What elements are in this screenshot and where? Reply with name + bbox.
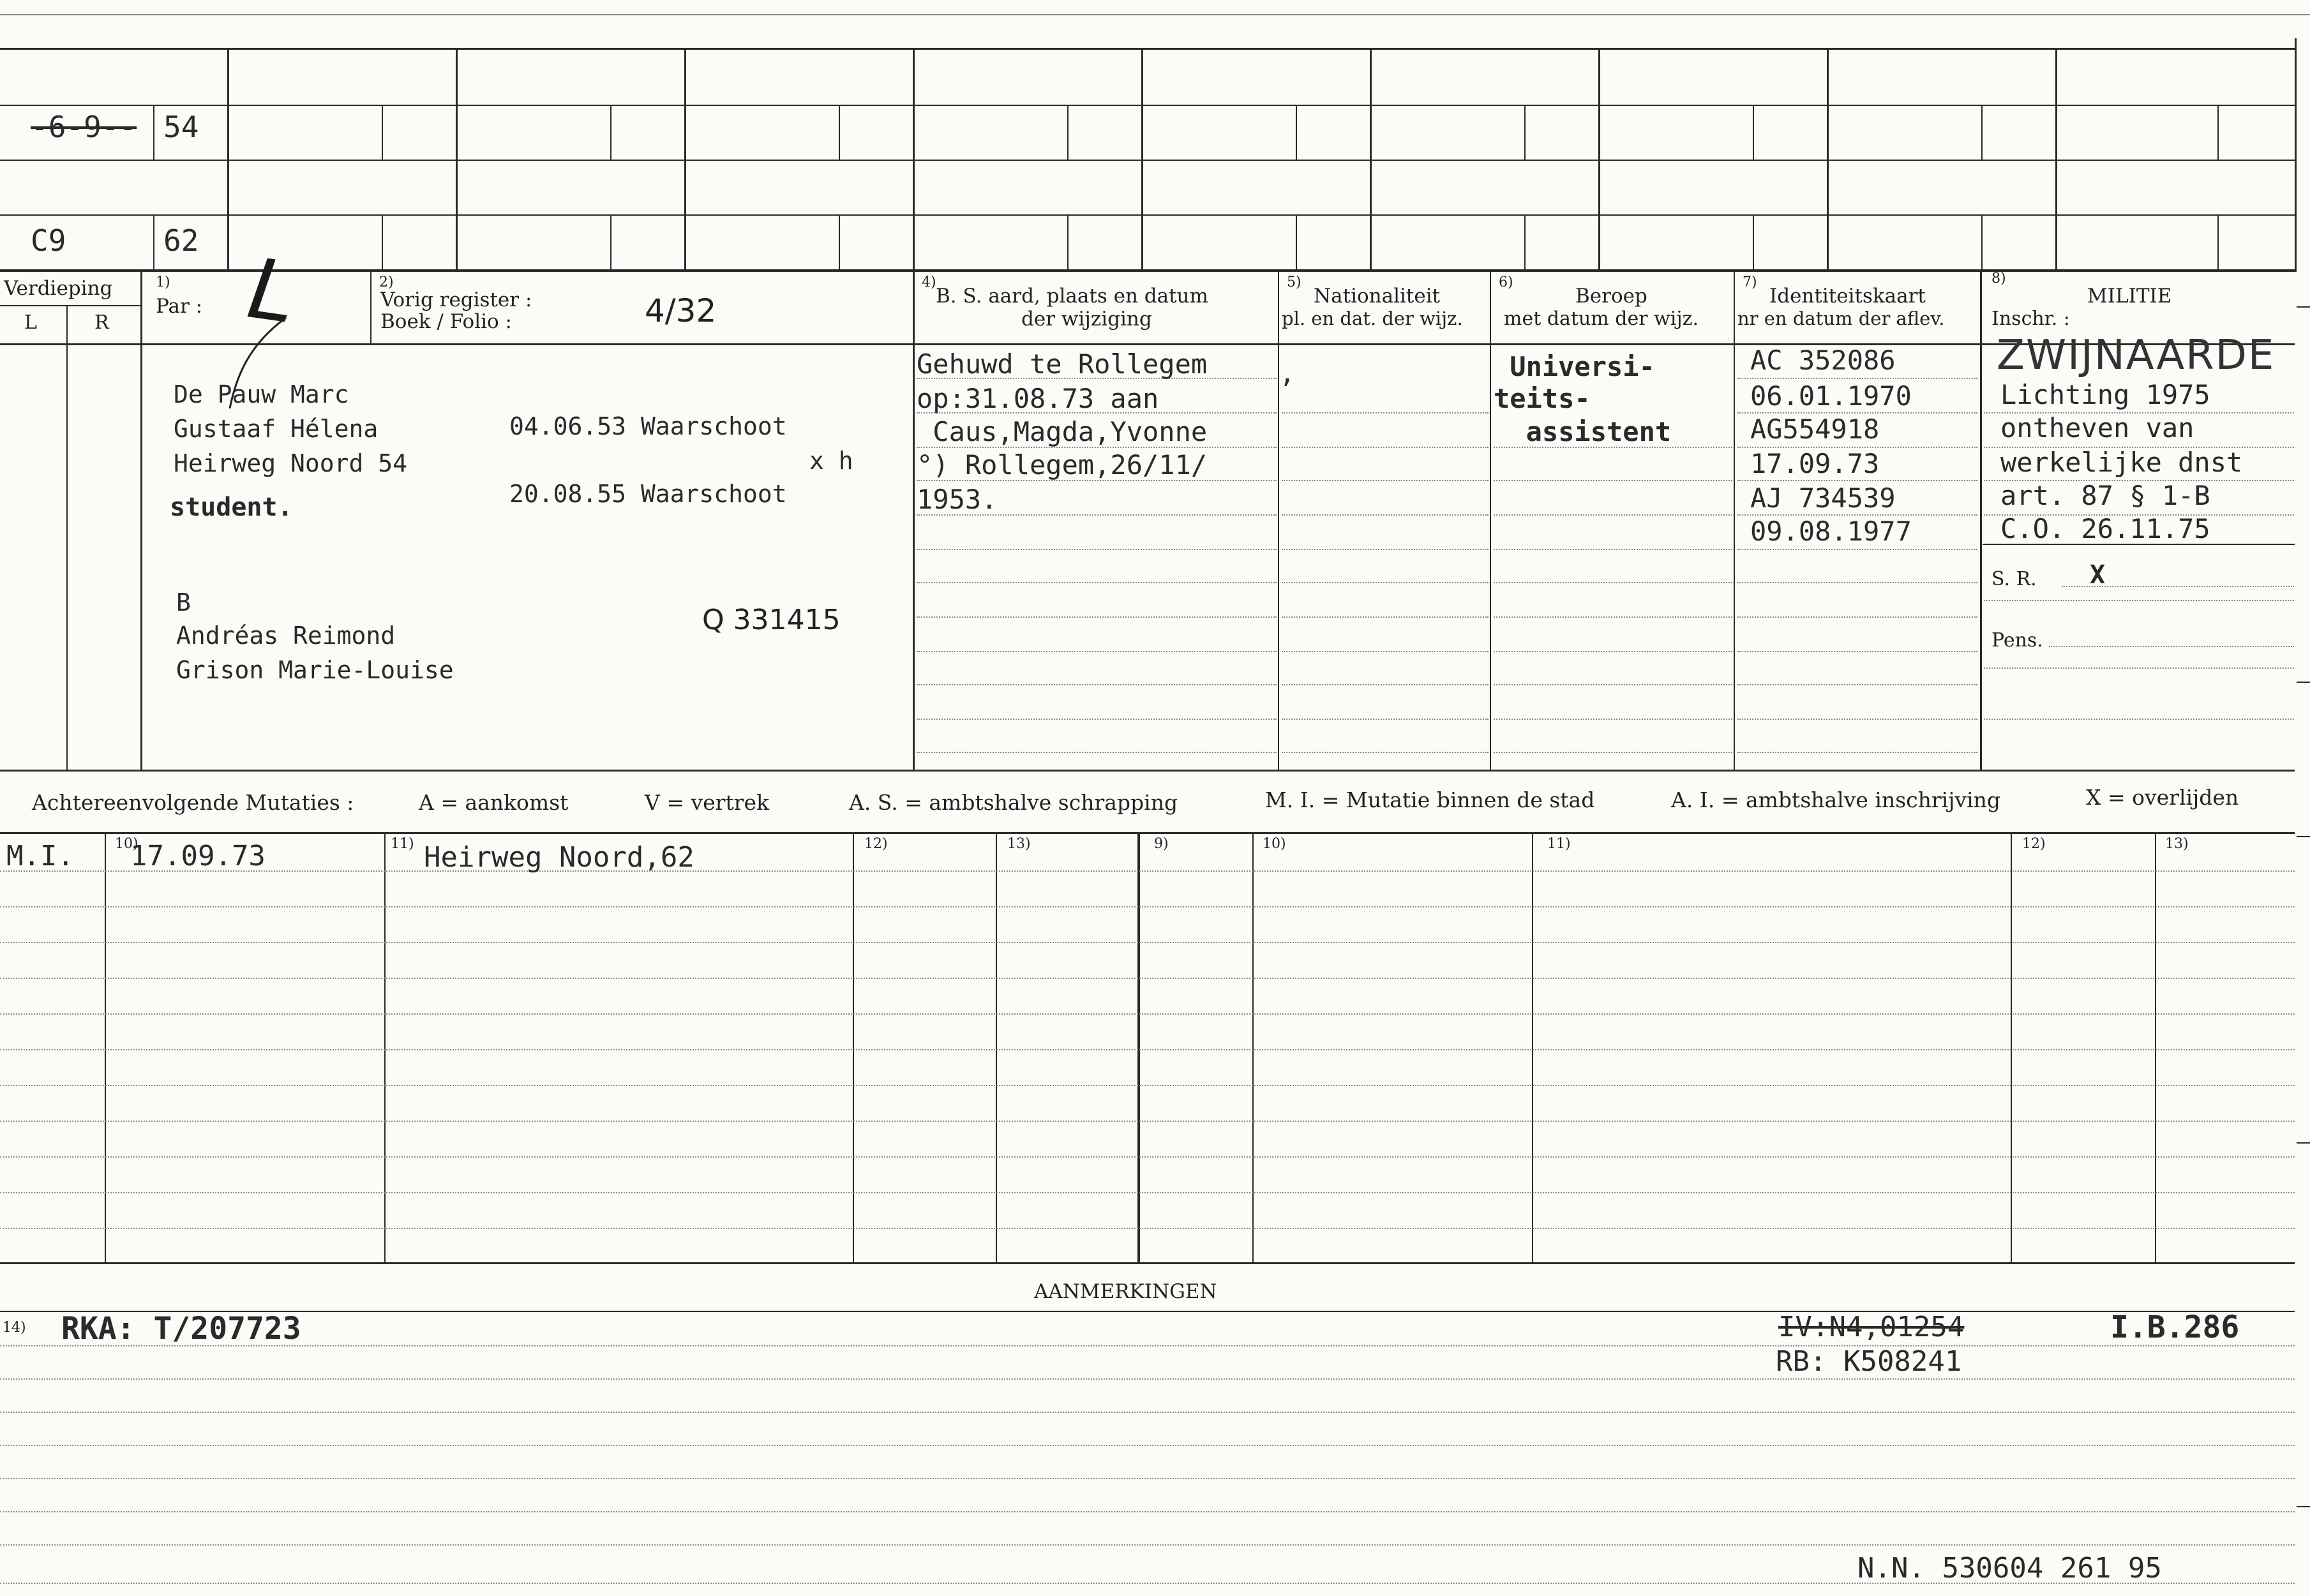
mut-num-9: 9)	[1154, 836, 1169, 852]
id-entry-6: 09.08.1977	[1750, 516, 1912, 547]
mut-num-10: 10)	[115, 836, 139, 852]
mil-sr-label: S. R.	[1991, 568, 2037, 590]
mil-line-5: C.O. 26.11.75	[2000, 513, 2210, 544]
verdieping-l: L	[24, 311, 37, 334]
id-num: 7)	[1743, 274, 1757, 290]
vorig-register: Vorig register :	[380, 288, 532, 311]
person-birth1: 04.06.53 Waarschoot	[509, 412, 787, 440]
par-label: Par :	[156, 295, 203, 318]
beroep-entry-3: assistent	[1494, 416, 1672, 447]
beroep-entry-1: Universi-	[1494, 351, 1655, 382]
beroep-line1: Beroep	[1575, 285, 1647, 308]
bs-num: 4)	[922, 274, 936, 290]
nat-line2: pl. en dat. der wijz.	[1282, 308, 1463, 329]
id-entry-4: 17.09.73	[1750, 448, 1880, 479]
par-value: L	[242, 239, 302, 343]
mil-num: 8)	[1991, 271, 2006, 287]
nat-line1: Nationaliteit	[1314, 285, 1441, 308]
mut-num-13: 13)	[1007, 836, 1031, 852]
id-entry-5: AJ 734539	[1750, 482, 1896, 514]
top-cell-2: 54	[163, 110, 199, 144]
mil-line-4: art. 87 § 1-B	[2000, 480, 2210, 511]
beroep-line2: met datum der wijz.	[1504, 308, 1699, 330]
bs-entry-4: °) Rollegem,26/11/	[917, 449, 1208, 481]
mut-entry-type: M.I.	[6, 840, 74, 872]
remarks-rb: RB: K508241	[1776, 1345, 1962, 1378]
id-line2: nr en datum der aflev.	[1737, 308, 1945, 329]
beroep-num: 6)	[1499, 274, 1513, 290]
person-address: Heirweg Noord 54	[174, 449, 408, 477]
person-name1: De Pauw Marc	[174, 380, 349, 408]
legend-as: A. S. = ambtshalve schrapping	[849, 790, 1178, 815]
remarks-ib: I.B.286	[2110, 1309, 2240, 1345]
remarks-nn: N.N. 530604 261 95	[1857, 1552, 2162, 1585]
person-parent2: Grison Marie-Louise	[176, 656, 454, 684]
person-b-label: B	[176, 588, 191, 616]
remarks-num: 14)	[3, 1320, 26, 1336]
vorig-num: 2)	[379, 274, 394, 290]
boek-folio: Boek / Folio :	[380, 310, 512, 333]
person-occupation: student.	[170, 493, 293, 522]
legend-x: X = overlijden	[2086, 785, 2239, 810]
remarks-iv: IV:N4,01254	[1778, 1311, 1965, 1343]
mil-title: MILITIE	[2087, 285, 2172, 308]
bs-line1: B. S. aard, plaats en datum	[936, 285, 1208, 308]
top-cell-1: -6-9--	[31, 110, 137, 144]
mut-num-11b: 11)	[1547, 836, 1571, 852]
top-cell-3: C9	[31, 223, 66, 258]
mut-num-12: 12)	[864, 836, 888, 852]
mut-num-12b: 12)	[2022, 836, 2046, 852]
bs-entry-5: 1953.	[917, 484, 998, 515]
mil-sr-value: X	[2090, 560, 2106, 590]
mut-num-13b: 13)	[2165, 836, 2189, 852]
top-cell-4: 62	[163, 223, 199, 258]
bs-line2: der wijziging	[1021, 308, 1152, 331]
legend-title: Achtereenvolgende Mutaties :	[32, 790, 354, 815]
bs-entry-3: Caus,Magda,Yvonne	[917, 416, 1208, 447]
mil-stamp: ZWIJNAARDE	[1997, 332, 2276, 379]
verdieping-label: Verdieping	[4, 277, 113, 300]
mil-inschr: Inschr. :	[1991, 308, 2070, 330]
person-parent1: Andréas Reimond	[176, 622, 396, 650]
nat-num: 5)	[1287, 274, 1301, 290]
mil-line-2: ontheven van	[2000, 412, 2194, 444]
person-sex: x h	[809, 447, 853, 475]
remarks-rka: RKA: T/207723	[61, 1311, 301, 1346]
mil-line-3: werkelijke dnst	[2000, 447, 2243, 478]
mut-entry-date: 17.09.73	[130, 840, 266, 872]
mil-line-1: Lichting 1975	[2000, 379, 2210, 410]
remarks-title: AANMERKINGEN	[1034, 1280, 1217, 1303]
mut-num-10b: 10)	[1263, 836, 1286, 852]
mut-num-11: 11)	[391, 836, 414, 852]
legend-v: V = vertrek	[645, 790, 769, 815]
boek-folio-value: 4/32	[645, 292, 717, 329]
beroep-entry-2: teits-	[1494, 383, 1591, 414]
legend-mi: M. I. = Mutatie binnen de stad	[1265, 787, 1595, 812]
id-entry-1: AC 352086	[1750, 345, 1896, 376]
id-line1: Identiteitskaart	[1769, 285, 1926, 308]
id-entry-3: AG554918	[1750, 414, 1880, 445]
verdieping-r: R	[94, 311, 109, 334]
mut-entry-address: Heirweg Noord,62	[424, 841, 694, 874]
bs-entry-1: Gehuwd te Rollegem	[917, 348, 1208, 380]
bs-entry-2: op:31.08.73 aan	[917, 383, 1159, 414]
person-name2: Gustaaf Hélena	[174, 415, 379, 443]
mil-pens-label: Pens.	[1991, 629, 2043, 652]
person-birth2: 20.08.55 Waarschoot	[509, 480, 787, 508]
id-entry-2: 06.01.1970	[1750, 380, 1912, 412]
par-num: 1)	[156, 274, 170, 290]
legend-ai: A. I. = ambtshalve inschrijving	[1671, 787, 2001, 812]
nat-entry-1: ,	[1279, 357, 1296, 389]
person-code: Q 331415	[702, 604, 841, 636]
legend-a: A = aankomst	[419, 790, 569, 815]
